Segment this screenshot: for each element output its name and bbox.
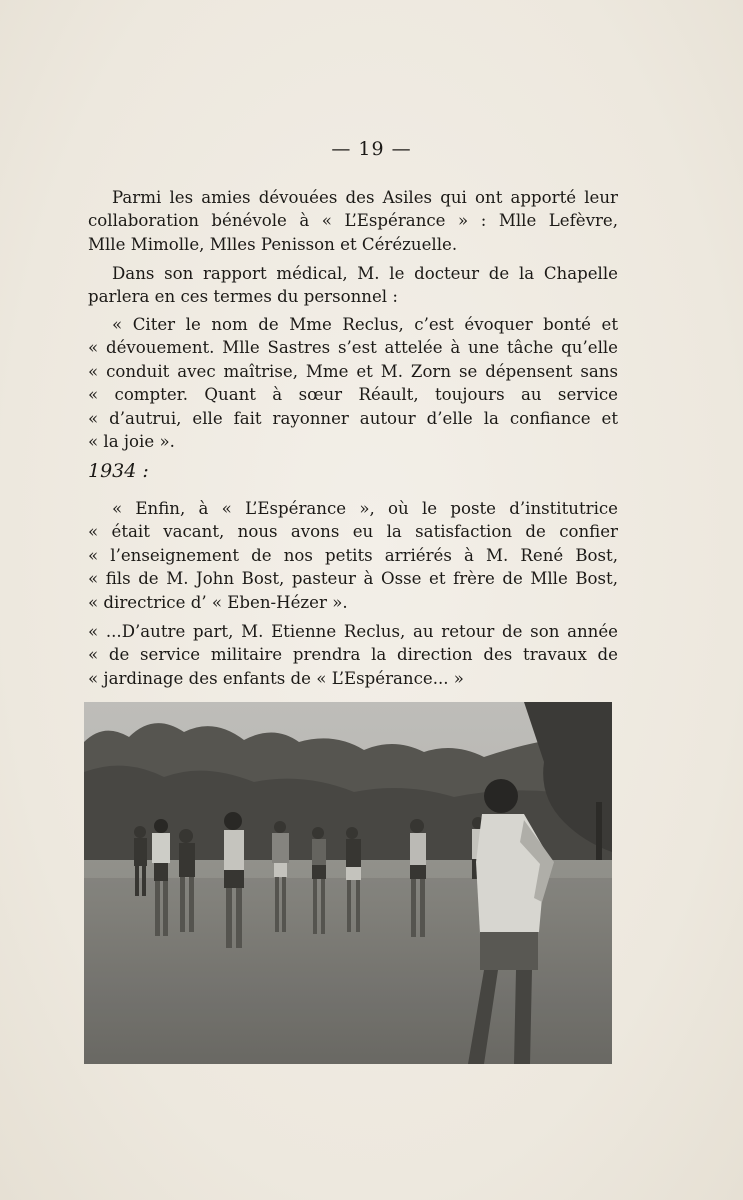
quote-staff	[88, 313, 618, 453]
text-line: « la joie ».	[88, 432, 175, 452]
quote-teacher	[88, 497, 618, 614]
text-line: « directrice d’ « Eben-Hézer ».	[88, 592, 348, 612]
photo-children-in-field	[84, 702, 612, 1064]
text-line: « jardinage des enfants de « L’Espérance... »	[88, 668, 464, 688]
year-heading	[88, 460, 618, 483]
text-line: « fils de M. John Bost, pasteur à Osse et frère de Mlle Bost,	[88, 569, 618, 589]
paragraph-volunteers	[88, 186, 618, 256]
text-line: parlera en ces termes du personnel :	[88, 287, 398, 307]
text-line: « l’enseignement de nos petits arriérés à M. René Bost,	[88, 545, 618, 565]
text-line: « Citer le nom de Mme Reclus, c’est évoquer bonté et	[112, 315, 618, 334]
text-line: « d’autrui, elle fait rayonner autour d’elle la confiance et	[88, 408, 618, 428]
text-line: « conduit avec maîtrise, Mme et M. Zorn se dépensent sans	[88, 361, 618, 381]
text-line: « compter. Quant à sœur Réault, toujours au service	[88, 385, 618, 405]
quote-gardening	[88, 620, 618, 690]
text-line: Mlle Mimolle, Mlles Penisson et Cérézuelle.	[88, 234, 458, 254]
text-line: Dans son rapport médical, M. le docteur de la Chapelle	[112, 264, 618, 283]
text-line: « Enfin, à « L’Espérance », où le poste d’institutrice	[112, 499, 618, 518]
text-line: « de service militaire prendra la direction des travaux de	[88, 645, 618, 665]
text-line: « dévouement. Mlle Sastres s’est attelée à une tâche qu’elle	[88, 338, 618, 358]
text-line: collaboration bénévole à « L’Espérance » : Mlle Lefèvre,	[88, 211, 618, 231]
text-line: « était vacant, nous avons eu la satisfaction de confier	[88, 522, 618, 542]
paragraph-medical-report	[88, 262, 618, 309]
year-label: 1934 :	[88, 460, 149, 482]
text-line: Parmi les amies dévouées des Asiles qui ont apporté leur	[112, 188, 618, 207]
page-number: — 19 —	[331, 138, 412, 160]
text-line: « ...D’autre part, M. Etienne Reclus, au retour de son année	[88, 622, 618, 641]
